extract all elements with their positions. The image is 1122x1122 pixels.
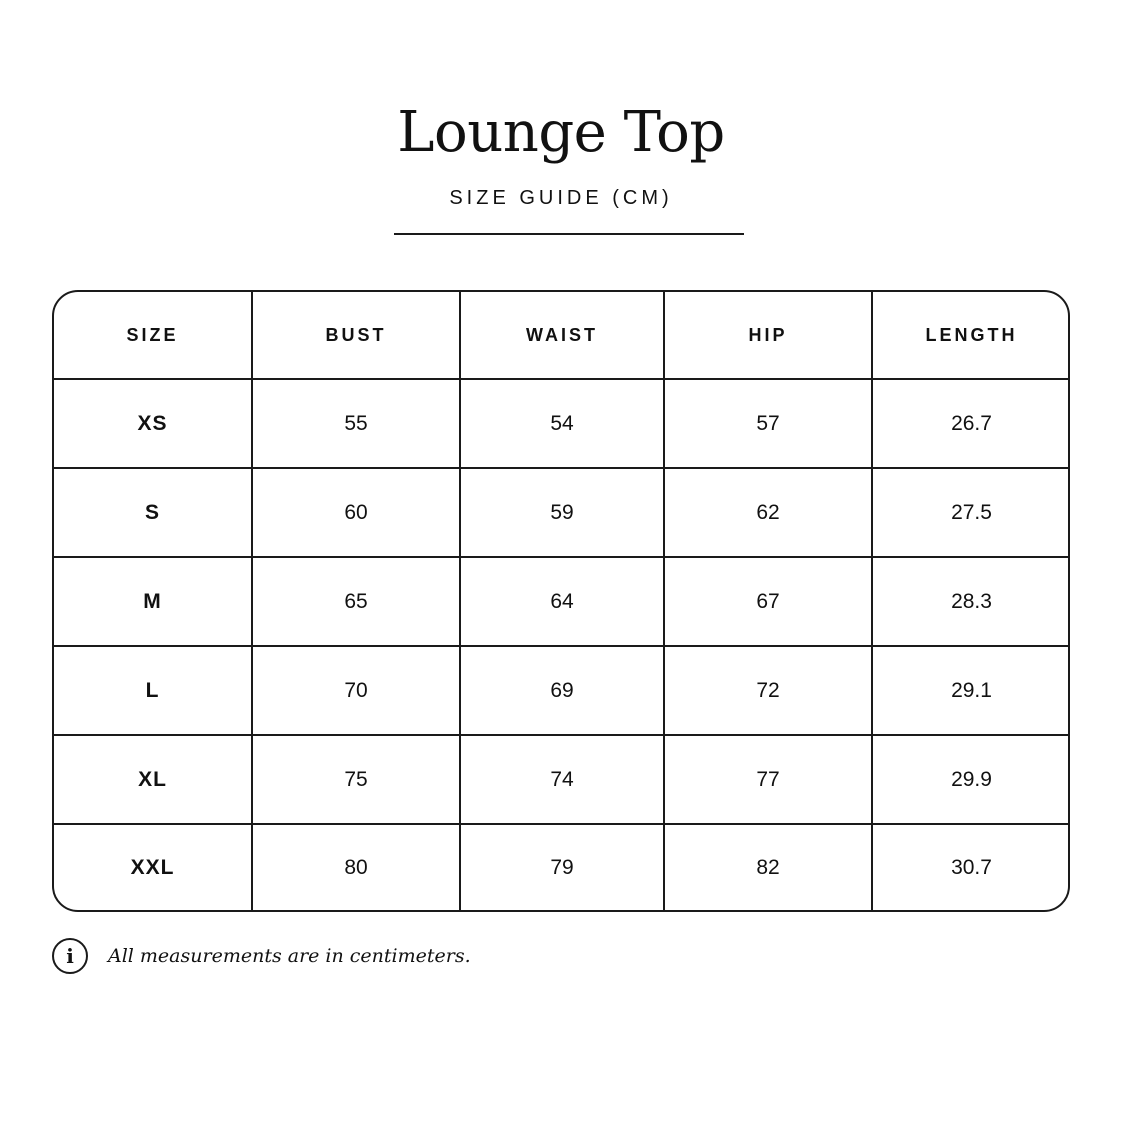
title-divider — [394, 233, 744, 235]
waist-cell: 69 — [460, 646, 664, 735]
size-label-cell: M — [54, 557, 252, 646]
column-header-hip: HIP — [664, 292, 872, 379]
bust-cell: 80 — [252, 824, 460, 910]
page-title: Lounge Top — [397, 100, 725, 165]
note-text: All measurements are in centimeters. — [108, 945, 471, 967]
page-subtitle: SIZE GUIDE (CM) — [449, 187, 673, 209]
table-row — [54, 735, 1070, 824]
column-header-size: SIZE — [54, 292, 252, 379]
size-label-cell: S — [54, 468, 252, 557]
size-label-cell: XL — [54, 735, 252, 824]
length-cell: 28.3 — [872, 557, 1070, 646]
bust-cell: 75 — [252, 735, 460, 824]
table-row — [54, 646, 1070, 735]
measurement-note — [52, 936, 471, 976]
column-header-bust: BUST — [252, 292, 460, 379]
waist-cell: 54 — [460, 379, 664, 468]
length-cell: 29.1 — [872, 646, 1070, 735]
bust-cell: 65 — [252, 557, 460, 646]
hip-cell: 57 — [664, 379, 872, 468]
size-label-cell: XXL — [54, 824, 252, 910]
size-table — [52, 290, 1070, 912]
length-cell: 30.7 — [872, 824, 1070, 910]
waist-cell: 64 — [460, 557, 664, 646]
waist-cell: 59 — [460, 468, 664, 557]
info-icon: i — [52, 938, 88, 974]
column-header-length: LENGTH — [872, 292, 1070, 379]
length-cell: 26.7 — [872, 379, 1070, 468]
table-row — [54, 824, 1070, 910]
table-header-row — [54, 292, 1070, 379]
waist-cell: 74 — [460, 735, 664, 824]
length-cell: 29.9 — [872, 735, 1070, 824]
hip-cell: 62 — [664, 468, 872, 557]
table-row — [54, 557, 1070, 646]
size-label-cell: L — [54, 646, 252, 735]
hip-cell: 72 — [664, 646, 872, 735]
hip-cell: 82 — [664, 824, 872, 910]
table-row — [54, 468, 1070, 557]
length-cell: 27.5 — [872, 468, 1070, 557]
hip-cell: 67 — [664, 557, 872, 646]
waist-cell: 79 — [460, 824, 664, 910]
bust-cell: 60 — [252, 468, 460, 557]
bust-cell: 55 — [252, 379, 460, 468]
bust-cell: 70 — [252, 646, 460, 735]
table-row — [54, 379, 1070, 468]
column-header-waist: WAIST — [460, 292, 664, 379]
hip-cell: 77 — [664, 735, 872, 824]
size-label-cell: XS — [54, 379, 252, 468]
